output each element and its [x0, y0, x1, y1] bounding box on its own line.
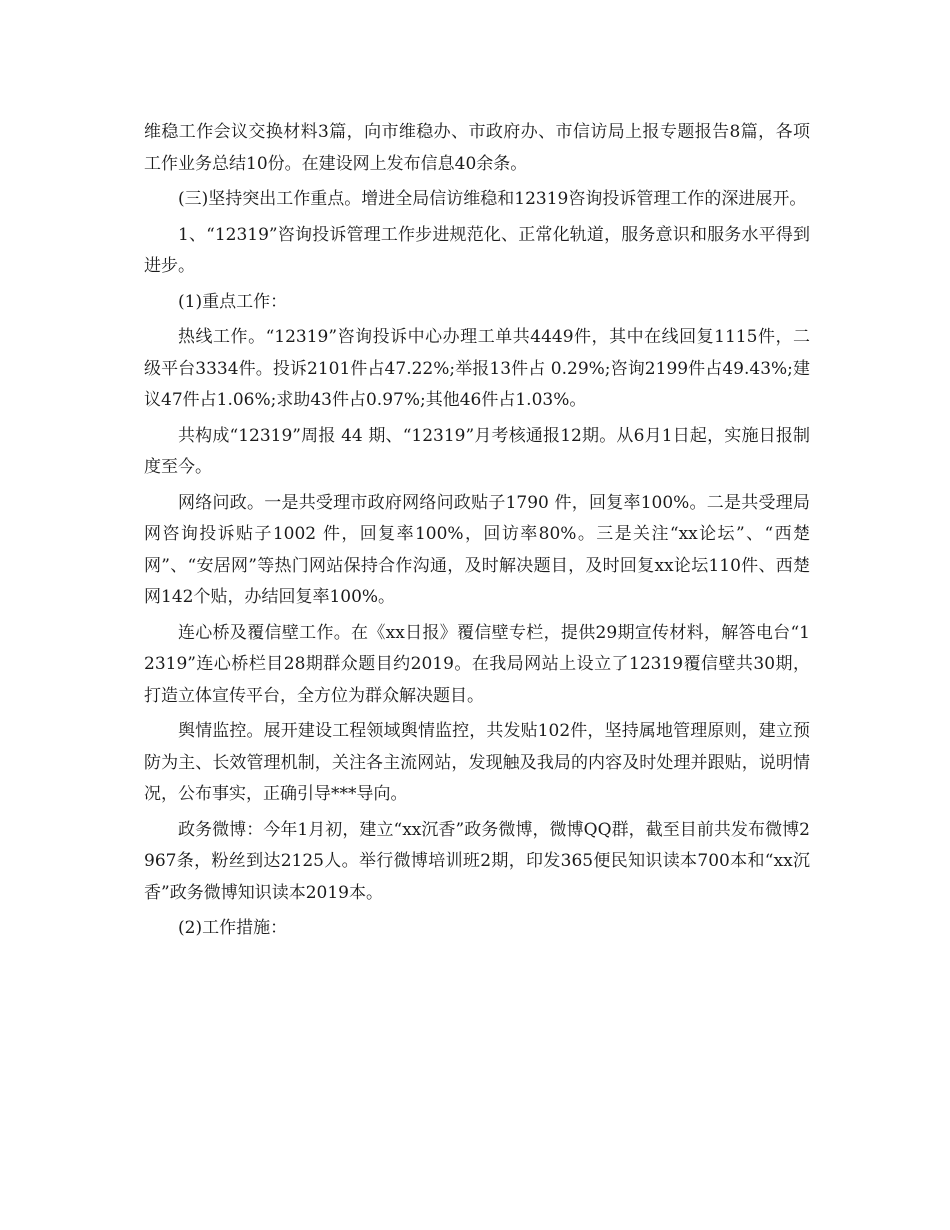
paragraph-item-one: 1、“12319”咨询投诉管理工作步进规范化、正常化轨道，服务意识和服务水平得到进步。: [144, 224, 810, 276]
paragraph-section-three: (三)坚持突出工作重点。增进全局信访维稳和12319咨询投诉管理工作的深进展开。: [178, 189, 807, 209]
paragraph-reports: 共构成“12319”周报 44 期、“12319”月考核通报12期。从6月1日起，实施日报制度至今。: [144, 425, 810, 477]
paragraph-continuation: 维稳工作会议交换材料3篇，向市维稳办、市政府办、市信访局上报专题报告8篇，各项工作业务总结10份。在建设网上发布信息40余条。: [144, 122, 810, 174]
paragraph-online-inquiry: 网络问政。一是共受理市政府网络问政贴子1790 件，回复率100%。二是共受理局网咨询投诉贴子1002 件，回复率100%，回访率80%。三是关注“xx论坛”、“西楚网”、“安居网”等热门网站保持合作沟通，及时解决题目，及时回复xx论坛110件、西楚网142个贴，办结回复率100%。: [144, 492, 810, 607]
paragraph-government-weibo: 政务微博：今年1月初，建立“xx沉香”政务微博，微博QQ群，截至目前共发布微博2967条，粉丝到达2125人。举行微博培训班2期，印发365便民知识读本700本和“xx沉香”政务微博知识读本2019本。: [144, 819, 810, 903]
document-body: [144, 117, 810, 949]
paragraph-bridge-reply-wall: 连心桥及覆信壁工作。在《xx日报》覆信壁专栏，提供29期宣传材料，解答电台“12319”连心桥栏目28期群众题目约2019。在我局网站上设立了12319覆信壁共30期，打造立体宣传平台，全方位为群众解决题目。: [144, 622, 810, 706]
subheading-work-measures: (2)工作措施：: [178, 918, 288, 938]
paragraph-public-opinion: 舆情监控。展开建设工程领域舆情监控，共发贴102件，坚持属地管理原则，建立预防为主、长效管理机制，关注各主流网站，发现触及我局的内容及时处理并跟贴，说明情况，公布事实，正确引导***导向。: [144, 721, 810, 804]
subheading-key-work: (1)重点工作：: [178, 291, 288, 312]
paragraph-hotline-work: 热线工作。“12319”咨询投诉中心办理工单共4449件，其中在线回复1115件，二级平台3334件。投诉2101件占47.22%;举报13件占 0.29%;咨询2199件占49.43%;建议47件占1.06%;求助43件占0.97%;其他46件占1.03%。: [144, 327, 810, 410]
